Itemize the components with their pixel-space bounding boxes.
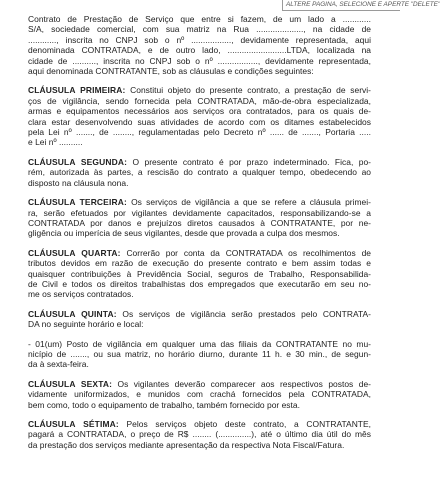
clause-label: CLÁUSULA SEGUNDA: [28,156,128,167]
line-text: pagará a CONTRATADA, o preço de R$ ........ (..............), até o último dia útil do mês [28,429,371,440]
line-text: Pelos serviços objeto deste contrato, a CONTRATANTE, [118,419,371,429]
text-line [28,35,371,45]
text-line [28,309,371,319]
line-text: - 01(um) Posto de vigilância em qualquer uma das filiais da CONTRATANTE no mu- [28,338,371,349]
line-text: O presente contrato é por prazo indeterminado. Fica, po- [127,156,371,167]
text-line [28,379,371,389]
line-text: rém, autorizada às partes, a rescisão do contrato a qualquer tempo, obedecendo ao [28,167,371,178]
line-text: de Civil e todos os direitos trabalhistas dos empregados que executarão em seu no- [28,278,371,289]
text-line [28,269,371,279]
contract-paragraph [28,14,371,76]
text-line [28,197,371,207]
clause-paragraph [28,85,371,147]
text-line [28,85,371,95]
clause-label: CLÁUSULA SÉTIMA: [28,419,119,429]
text-line [28,279,371,289]
line-text: cidade de .........., inscrita no CNPJ sob o nº ................., devidamente representada, [28,55,371,66]
contract-body [28,14,371,459]
text-line [28,117,371,127]
text-line [28,56,371,66]
text-line [28,429,371,439]
line-text: pela Lei nº ......., de ........, regulamentadas pelo Decreto nº ...... de ......., Portaria ..... [28,127,371,138]
line-text: bem como, todo o equipamento de trabalho, também fornecido por esta. [28,399,300,410]
line-text: Contrato de Prestação de Serviço que entre si fazem, de um lado a ............ [28,14,371,24]
clause-label: CLÁUSULA QUINTA: [28,308,117,319]
clause-label: CLÁUSULA QUARTA: [28,247,121,258]
clause-label: CLÁUSULA SEXTA: [28,378,113,389]
text-line [28,349,371,359]
text-line [28,389,371,399]
header-note: ALTERE PAGINA, SELECIONE E APERTE "DELETE" [282,0,400,11]
line-text: aqui denominada CONTRATANTE, sob as cláusulas e condições seguintes: [28,66,314,77]
line-text: ra, serão efetuados por vigilantes devidamente capacitados, responsabilizando-se a [28,207,371,218]
text-line [28,440,371,450]
line-text: Os vigilantes deverão comparecer aos respectivos postos de- [112,378,371,389]
text-line [28,14,371,24]
text-line [28,66,371,76]
clause-label: CLÁUSULA PRIMEIRA: [28,85,126,96]
clause-paragraph [28,379,371,410]
text-line [28,167,371,177]
line-text: da prestação dos serviços mediante apresentação da respectiva Nota Fiscal/Fatura. [28,439,345,450]
clause-paragraph [28,157,371,188]
text-line [28,157,371,167]
line-text: tributos devidos em razão de execução do presente contrato e bem assim todas e [28,258,371,269]
line-text: Os serviços de vigilância serão prestados pelo CONTRATA- [116,308,371,319]
contract-paragraph [28,339,371,370]
text-line [28,228,371,238]
text-line [28,106,371,116]
clause-label: CLÁUSULA TERCEIRA: [28,197,127,208]
line-text: DA no seguinte horário e local: [28,319,144,330]
clause-paragraph [28,419,371,450]
line-text: Constitui objeto do presente contrato, a prestação de servi- [125,85,371,96]
line-text: gligência ou imperícia de seus vigilantes, desde que provada a culpa dos mesmos. [28,228,340,239]
clause-paragraph [28,309,371,330]
line-text: nicípio de ......., ou sua matriz, no horário diurno, durante 11 h. e 30 min., de segun- [28,348,371,359]
line-text: S/A, sociedade comercial, com sua matriz na Rua ...................., na cidade de [28,24,371,35]
line-text: armas e equipamentos necessários aos serviços ora contratados, para os quais de- [28,106,371,117]
line-text: me os serviços contratados. [28,289,134,300]
line-text: e Lei nº .......... [28,137,83,148]
text-line [28,319,371,329]
text-line [28,24,371,34]
clause-paragraph [28,248,371,300]
text-line [28,289,371,299]
text-line [28,359,371,369]
line-text: denominada CONTRATADA, e de outro lado, .........................LTDA, localizada na [28,45,371,56]
text-line [28,208,371,218]
text-line [28,248,371,258]
line-text: da à sexta-feira. [28,359,89,370]
line-text: disposto na cláusula nona. [28,177,129,188]
line-text: vidamente uniformizados, e munidos com crachá fornecidos pela CONTRATADA, [28,389,371,400]
text-line [28,339,371,349]
text-line [28,258,371,268]
line-text: ços de vigilância, sendo fornecida pela CONTRATADA, mão-de-obra especializada, [28,95,371,106]
line-text: ............, inscrita no CNPJ sob o nº ................., devidamente representada, aqui [28,34,371,45]
text-line [28,400,371,410]
text-line [28,96,371,106]
text-line [28,419,371,429]
text-line [28,45,371,55]
line-text: CONTRATADA por danos e prejuízos diretos causados à CONTRATANTE, por ne- [28,217,371,228]
text-line [28,178,371,188]
text-line [28,137,371,147]
text-line [28,127,371,137]
clause-paragraph [28,197,371,239]
line-text: clara estar desenvolvendo suas atividades de acordo com os ditames estabelecidos [28,116,371,127]
line-text: Os serviços de vigilância a que se refere a cláusula primei- [126,197,371,208]
line-text: Correrão por conta da CONTRATADA os recolhimentos de [120,247,371,258]
text-line [28,218,371,228]
line-text: quaisquer contribuições à Previdência Social, seguros de Trabalho, Responsabilida- [28,268,371,279]
